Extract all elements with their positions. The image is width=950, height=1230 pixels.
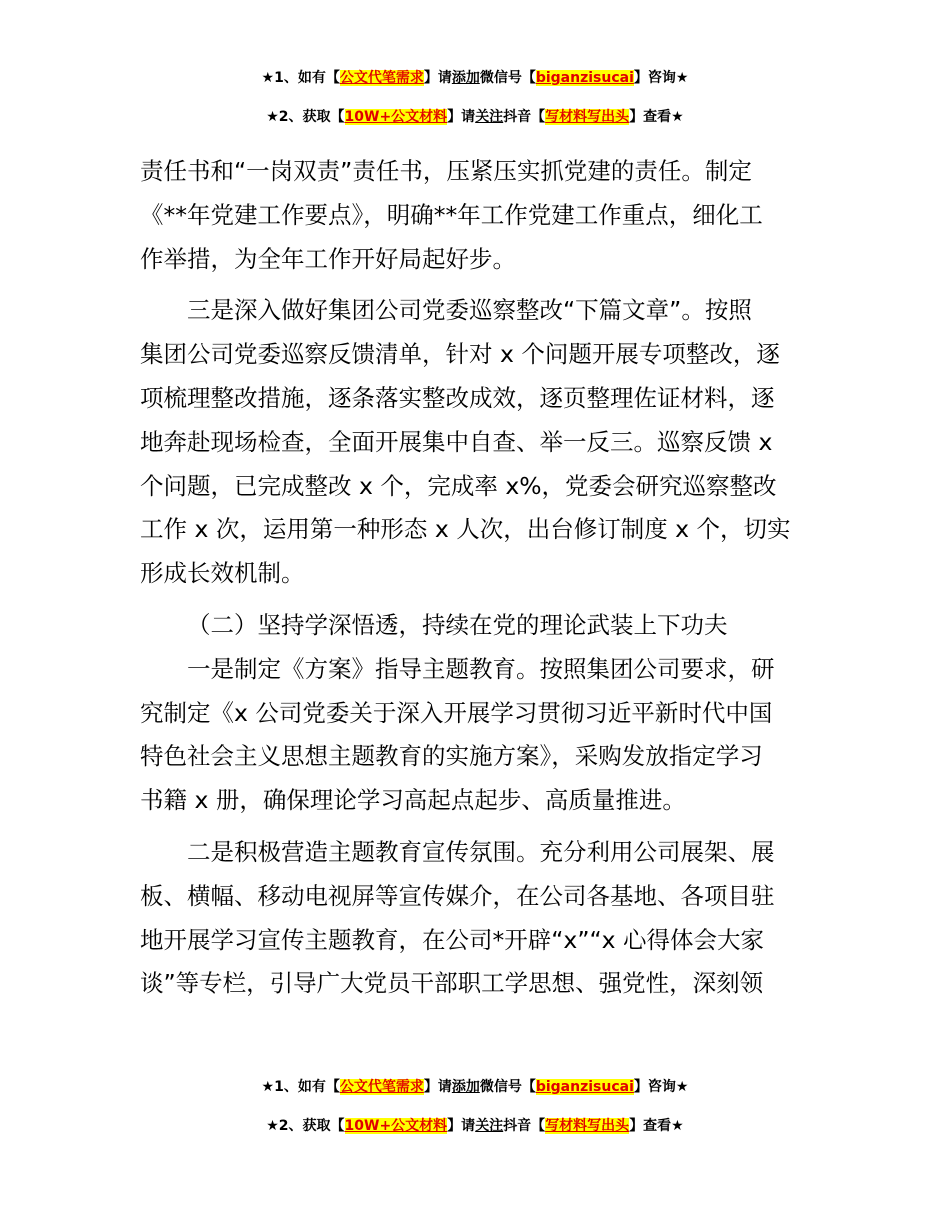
footer-banner-line-2 xyxy=(0,1116,950,1136)
text-line: 地开展学习宣传主题教育，在公司*开辟“x”“x 心得体会大家 xyxy=(140,925,765,954)
text-line: 责任书和“一岗双责”责任书，压紧压实抓党建的责任。制定 xyxy=(140,157,752,185)
footer-banner-line-1 xyxy=(0,1077,950,1097)
banner-text: 抖音【 xyxy=(503,1118,546,1134)
header-banner-line-1 xyxy=(0,68,950,88)
banner-highlight: 写材料写出头 xyxy=(545,1118,630,1134)
banner-text: 】请 xyxy=(447,109,476,125)
banner-highlight: 10W+公文材料 xyxy=(344,109,448,125)
banner-highlight: biganzisucai xyxy=(535,1079,634,1095)
banner-highlight: biganzisucai xyxy=(535,70,634,86)
text-line: 二是积极营造主题教育宣传氛围。充分利用公司展架、展 xyxy=(187,837,775,866)
text-line: 项梳理整改措施，逐条落实整改成效，逐页整理佐证材料，逐 xyxy=(140,383,775,412)
banner-text: 抖音【 xyxy=(503,109,546,125)
banner-text: 】咨询★ xyxy=(633,70,689,86)
document-body xyxy=(140,150,812,1006)
banner-text: 】查看★ xyxy=(629,1118,684,1134)
banner-highlight: 公文代笔需求 xyxy=(339,1079,424,1095)
banner-text: 】请 xyxy=(423,70,452,86)
paragraph-1 xyxy=(140,150,812,281)
banner-text: 】咨询★ xyxy=(633,1079,689,1095)
banner-text: 】查看★ xyxy=(629,109,684,125)
text-line: 书籍 x 册，确保理论学习高起点起步、高质量推进。 xyxy=(140,786,686,815)
text-line: 板、横幅、移动电视屏等宣传媒介，在公司各基地、各项目驻 xyxy=(140,881,775,910)
text-line: 形成长效机制。 xyxy=(140,559,305,588)
section-heading: （二）坚持学深悟透，持续在党的理论武装上下功夫 xyxy=(187,610,728,639)
banner-text: 微信号【 xyxy=(479,70,536,86)
header-banner-line-2 xyxy=(0,107,950,127)
text-line: 作举措，为全年工作开好局起好步。 xyxy=(140,244,516,273)
text-line: 谈”等专栏，引导广大党员干部职工学思想、强党性，深刻领 xyxy=(140,969,764,998)
text-line: 地奔赴现场检查，全面开展集中自查、举一反三。巡察反馈 x xyxy=(140,427,773,456)
banner-underlined: 添加 xyxy=(451,1079,480,1095)
banner-highlight: 10W+公文材料 xyxy=(344,1118,448,1134)
banner-underlined: 关注 xyxy=(475,109,504,125)
banner-underlined: 添加 xyxy=(451,70,480,86)
text-line: 特色社会主义思想主题教育的实施方案》，采购发放指定学习 xyxy=(140,742,763,771)
banner-text: ★1、如有【 xyxy=(261,1079,340,1095)
paragraph-4 xyxy=(140,831,812,1006)
banner-highlight: 公文代笔需求 xyxy=(339,70,424,86)
text-line: 工作 x 次，运用第一种形态 x 人次，出台修订制度 x 个，切实 xyxy=(140,515,791,544)
paragraph-2 xyxy=(140,289,812,596)
paragraph-3 xyxy=(140,648,812,823)
banner-text: ★1、如有【 xyxy=(261,70,340,86)
banner-text: 】请 xyxy=(447,1118,476,1134)
text-line: 个问题，已完成整改 x 个，完成率 x%，党委会研究巡察整改 xyxy=(140,471,777,500)
text-line: 三是深入做好集团公司党委巡察整改“下篇文章”。按照 xyxy=(187,296,752,325)
text-line: 《**年党建工作要点》，明确**年工作党建工作重点，细化工 xyxy=(140,200,763,229)
banner-text: ★2、获取【 xyxy=(266,109,345,125)
banner-underlined: 关注 xyxy=(475,1118,504,1134)
banner-highlight: 写材料写出头 xyxy=(545,109,630,125)
banner-text: 】请 xyxy=(423,1079,452,1095)
text-line: 一是制定《方案》指导主题教育。按照集团公司要求，研 xyxy=(187,654,775,683)
text-line: 集团公司党委巡察反馈清单，针对 x 个问题开展专项整改，逐 xyxy=(140,340,780,369)
banner-text: ★2、获取【 xyxy=(266,1118,345,1134)
text-line: 究制定《x 公司党委关于深入开展学习贯彻习近平新时代中国 xyxy=(140,698,773,727)
banner-text: 微信号【 xyxy=(479,1079,536,1095)
